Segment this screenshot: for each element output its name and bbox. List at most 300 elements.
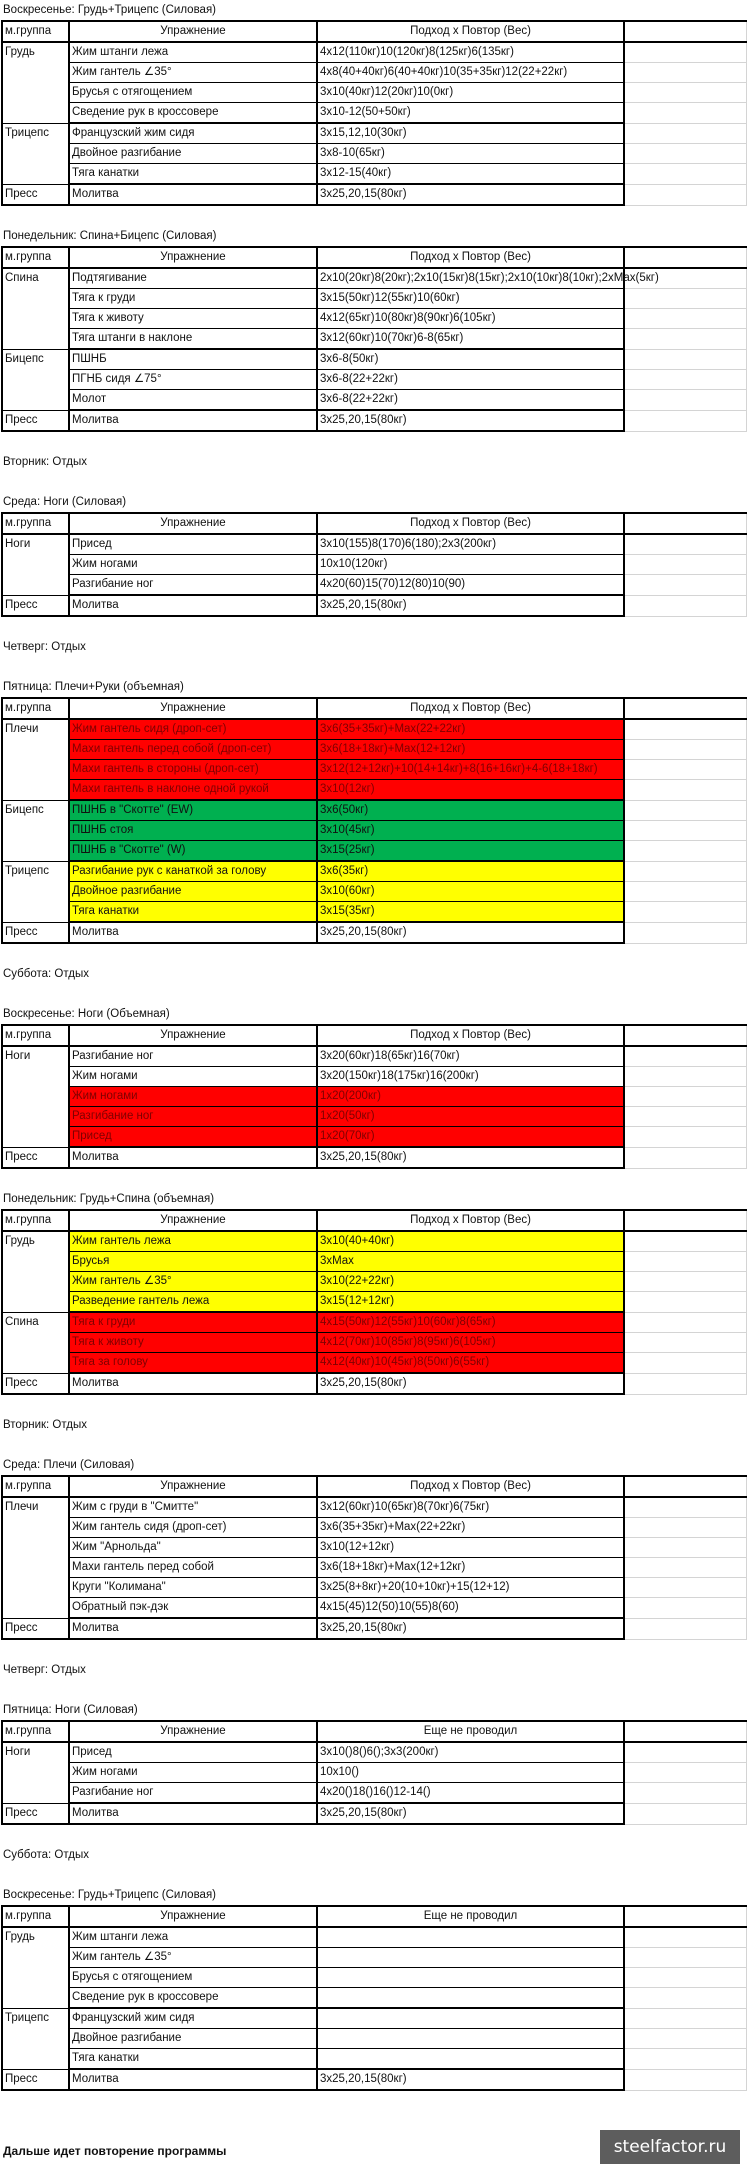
sets-reps: 3х15(25кг) — [317, 841, 624, 862]
empty-row — [0, 206, 740, 226]
table-row — [2, 164, 747, 185]
empty-cell — [624, 63, 747, 83]
empty-cell — [624, 1147, 747, 1168]
empty-cell — [624, 780, 747, 801]
empty-cell — [624, 882, 747, 902]
table-row — [2, 841, 747, 862]
table-row — [2, 1312, 747, 1333]
table-row — [2, 103, 747, 124]
exercise-name: Сведение рук в кроссовере — [69, 1988, 317, 2009]
empty-cell — [624, 902, 747, 923]
exercise-name: Жим гантель ∠35° — [69, 63, 317, 83]
workout-table — [1, 697, 747, 944]
exercise-name: Жим ногами — [69, 555, 317, 575]
table-row — [2, 2029, 747, 2049]
empty-cell — [624, 595, 747, 616]
sets-reps: 3х10(40+40кг) — [317, 1231, 624, 1252]
exercise-name: Молитва — [69, 1373, 317, 1394]
sets-reps: 1х20(70кг) — [317, 1127, 624, 1148]
empty-cell — [624, 1763, 747, 1783]
empty-cell — [624, 1476, 747, 1497]
sets-reps: 10х10(120кг) — [317, 555, 624, 575]
table-row — [2, 740, 747, 760]
table-row — [2, 1373, 747, 1394]
empty-cell — [624, 1988, 747, 2009]
empty-cell — [624, 1373, 747, 1394]
empty-row — [0, 1169, 740, 1189]
empty-cell — [624, 698, 747, 719]
table-row — [2, 390, 747, 411]
exercise-name: Разгибание ног — [69, 1783, 317, 1804]
table-row — [2, 719, 747, 740]
sets-reps: 3х10(12кг) — [317, 780, 624, 801]
table-row — [2, 410, 747, 431]
table-row — [2, 1763, 747, 1783]
table-row — [2, 1046, 747, 1067]
exercise-name: Присед — [69, 534, 317, 555]
sets-reps: 3х15(12+12кг) — [317, 1292, 624, 1313]
sets-reps — [317, 2008, 624, 2029]
sets-reps: 3х25,20,15(80кг) — [317, 410, 624, 431]
empty-cell — [624, 1948, 747, 1968]
empty-cell — [624, 1292, 747, 1313]
sets-reps: 3х10()8()6();3х3(200кг) — [317, 1742, 624, 1763]
exercise-name: Жим ногами — [69, 1763, 317, 1783]
workout-title-text: Понедельник: Спина+Бицепс (Силовая) — [3, 230, 217, 242]
workout-title — [0, 1455, 740, 1475]
rest-day-note-text: Четверг: Отдых — [3, 641, 86, 653]
empty-cell — [624, 1231, 747, 1252]
sets-reps: 3х10(45кг) — [317, 821, 624, 841]
table-row — [2, 1618, 747, 1639]
exercise-name: Тяга к животу — [69, 309, 317, 329]
workout-title-text: Понедельник: Грудь+Спина (объемная) — [3, 1193, 215, 1205]
rest-day-note-text: Суббота: Отдых — [3, 1849, 89, 1861]
header-sets: Подход х Повтор (Вес) — [317, 1476, 624, 1497]
muscle-group: Трицепс — [2, 861, 69, 922]
sets-reps: 3х25,20,15(80кг) — [317, 184, 624, 205]
exercise-name: Жим штанги лежа — [69, 1927, 317, 1948]
exercise-name: Молитва — [69, 1147, 317, 1168]
table-row — [2, 1272, 747, 1292]
table-row — [2, 42, 747, 63]
empty-cell — [624, 1783, 747, 1804]
header-exercise: Упражнение — [69, 1721, 317, 1742]
table-header — [2, 1025, 747, 1046]
empty-cell — [624, 1497, 747, 1518]
table-row — [2, 1803, 747, 1824]
empty-row — [0, 1825, 740, 1845]
empty-cell — [624, 760, 747, 780]
exercise-name: Тяга к животу — [69, 1333, 317, 1353]
empty-cell — [624, 719, 747, 740]
muscle-group: Трицепс — [2, 123, 69, 184]
empty-cell — [624, 2049, 747, 2070]
header-sets: Подход х Повтор (Вес) — [317, 1210, 624, 1231]
muscle-group: Плечи — [2, 719, 69, 800]
empty-cell — [624, 821, 747, 841]
exercise-name: Разгибание ног — [69, 1107, 317, 1127]
workout-table — [1, 246, 747, 432]
table-header — [2, 1476, 747, 1497]
table-row — [2, 349, 747, 370]
empty-cell — [624, 555, 747, 575]
table-row — [2, 1147, 747, 1168]
sets-reps: 3х12(60кг)10(70кг)6-8(65кг) — [317, 329, 624, 350]
header-exercise: Упражнение — [69, 698, 317, 719]
exercise-name: Тяга к груди — [69, 1312, 317, 1333]
muscle-group: Пресс — [2, 2069, 69, 2090]
empty-cell — [624, 1742, 747, 1763]
muscle-group: Плечи — [2, 1497, 69, 1618]
empty-cell — [624, 1127, 747, 1148]
exercise-name: Жим с груди в "Смитте" — [69, 1497, 317, 1518]
header-sets: Подход х Повтор (Вес) — [317, 1025, 624, 1046]
sets-reps: 3х6(35кг) — [317, 861, 624, 882]
workout-title-text: Среда: Ноги (Силовая) — [3, 496, 127, 508]
exercise-name: Жим гантель ∠35° — [69, 1272, 317, 1292]
table-row — [2, 1127, 747, 1148]
watermark: steelfactor.ru — [600, 2130, 740, 2164]
sets-reps: 3х25,20,15(80кг) — [317, 595, 624, 616]
muscle-group: Пресс — [2, 410, 69, 431]
exercise-name: ПГНБ сидя ∠75° — [69, 370, 317, 390]
table-row — [2, 780, 747, 801]
sets-reps: 3х6(18+18кг)+Max(12+12кг) — [317, 740, 624, 760]
exercise-name: ПШНБ стоя — [69, 821, 317, 841]
header-exercise: Упражнение — [69, 247, 317, 268]
empty-cell — [624, 1803, 747, 1824]
empty-row — [0, 1865, 740, 1885]
empty-cell — [624, 800, 747, 821]
sets-reps: 3х8-10(65кг) — [317, 144, 624, 164]
empty-cell — [624, 1927, 747, 1948]
workout-title — [0, 226, 740, 246]
header-sets: Подход х Повтор (Вес) — [317, 21, 624, 42]
table-row — [2, 1087, 747, 1107]
exercise-name: Жим гантель сидя (дроп-сет) — [69, 719, 317, 740]
sets-reps: 3х25,20,15(80кг) — [317, 2069, 624, 2090]
empty-cell — [624, 575, 747, 596]
empty-cell — [624, 1087, 747, 1107]
table-row — [2, 1948, 747, 1968]
empty-cell — [624, 2029, 747, 2049]
empty-cell — [624, 1721, 747, 1742]
exercise-name: Махи гантель в наклоне одной рукой — [69, 780, 317, 801]
rest-day-note — [0, 964, 740, 984]
empty-row — [0, 657, 740, 677]
table-row — [2, 1578, 747, 1598]
rest-day-note-text: Суббота: Отдых — [3, 968, 89, 980]
sets-reps: 10х10() — [317, 1763, 624, 1783]
empty-cell — [624, 740, 747, 760]
workout-title-text: Пятница: Плечи+Руки (объемная) — [3, 681, 184, 693]
empty-cell — [624, 309, 747, 329]
exercise-name: Сведение рук в кроссовере — [69, 103, 317, 124]
empty-cell — [624, 1518, 747, 1538]
table-row — [2, 1231, 747, 1252]
muscle-group: Бицепс — [2, 800, 69, 861]
sets-reps: 3х10(40кг)12(20кг)10(0кг) — [317, 83, 624, 103]
table-row — [2, 1107, 747, 1127]
sets-reps — [317, 2049, 624, 2070]
sets-reps — [317, 1968, 624, 1988]
sets-reps: 3х10(22+22кг) — [317, 1272, 624, 1292]
empty-cell — [624, 390, 747, 411]
exercise-name: Махи гантель в стороны (дроп-сет) — [69, 760, 317, 780]
empty-cell — [624, 1272, 747, 1292]
empty-cell — [624, 83, 747, 103]
header-exercise: Упражнение — [69, 513, 317, 534]
empty-cell — [624, 1353, 747, 1374]
empty-cell — [624, 534, 747, 555]
muscle-group: Спина — [2, 268, 69, 349]
sets-reps: 3х25(8+8кг)+20(10+10кг)+15(12+12) — [317, 1578, 624, 1598]
header-exercise: Упражнение — [69, 21, 317, 42]
sets-reps: 3х10(60кг) — [317, 882, 624, 902]
header-group: м.группа — [2, 1721, 69, 1742]
empty-cell — [624, 1968, 747, 1988]
header-sets: Подход х Повтор (Вес) — [317, 698, 624, 719]
exercise-name: Жим гантель сидя (дроп-сет) — [69, 1518, 317, 1538]
exercise-name: Тяга канатки — [69, 902, 317, 923]
exercise-name: Молитва — [69, 595, 317, 616]
table-row — [2, 534, 747, 555]
table-row — [2, 922, 747, 943]
exercise-name: ПШНБ в "Скотте" (W) — [69, 841, 317, 862]
exercise-name: Двойное разгибание — [69, 2029, 317, 2049]
empty-cell — [624, 1598, 747, 1619]
header-sets: Подход х Повтор (Вес) — [317, 513, 624, 534]
empty-cell — [624, 1578, 747, 1598]
table-row — [2, 1783, 747, 1804]
empty-cell — [624, 1107, 747, 1127]
table-row — [2, 575, 747, 596]
exercise-name: Круги "Колимана" — [69, 1578, 317, 1598]
sets-reps: 4х20(60)15(70)12(80)10(90) — [317, 575, 624, 596]
table-row — [2, 1988, 747, 2009]
table-row — [2, 555, 747, 575]
table-row — [2, 2049, 747, 2070]
workout-table — [1, 1024, 747, 1169]
empty-row — [0, 432, 740, 452]
sets-reps: 3х25,20,15(80кг) — [317, 1618, 624, 1639]
muscle-group: Бицепс — [2, 349, 69, 410]
exercise-name: Двойное разгибание — [69, 144, 317, 164]
exercise-name: Брусья — [69, 1252, 317, 1272]
muscle-group: Грудь — [2, 42, 69, 123]
muscle-group: Грудь — [2, 1927, 69, 2008]
table-row — [2, 144, 747, 164]
exercise-name: Обратный пэк-дэк — [69, 1598, 317, 1619]
exercise-name: Тяга канатки — [69, 164, 317, 185]
table-row — [2, 821, 747, 841]
sets-reps: 3х10(155)8(170)6(180);2х3(200кг) — [317, 534, 624, 555]
header-group: м.группа — [2, 1210, 69, 1231]
table-row — [2, 882, 747, 902]
empty-cell — [624, 184, 747, 205]
muscle-group: Ноги — [2, 1046, 69, 1147]
empty-cell — [624, 922, 747, 943]
table-header — [2, 1721, 747, 1742]
header-group: м.группа — [2, 21, 69, 42]
exercise-name: Брусья с отягощением — [69, 83, 317, 103]
table-row — [2, 1538, 747, 1558]
table-header — [2, 247, 747, 268]
table-row — [2, 1067, 747, 1087]
empty-row — [0, 2091, 740, 2111]
exercise-name: Разгибание ног — [69, 1046, 317, 1067]
workout-title — [0, 677, 740, 697]
table-row — [2, 2008, 747, 2029]
workout-table — [1, 512, 747, 617]
header-exercise: Упражнение — [69, 1906, 317, 1927]
exercise-name: Брусья с отягощением — [69, 1968, 317, 1988]
workout-title-text: Среда: Плечи (Силовая) — [3, 1459, 135, 1471]
sets-reps: 3х15,12,10(30кг) — [317, 123, 624, 144]
sets-reps: 3х20(60кг)18(65кг)16(70кг) — [317, 1046, 624, 1067]
exercise-name: Молот — [69, 390, 317, 411]
exercise-name: Молитва — [69, 922, 317, 943]
sets-reps: 2х10(20кг)8(20кг);2х10(15кг)8(15кг);2х10(10кг)8(10кг);2хMax(5кг) — [317, 268, 624, 289]
exercise-name: Присед — [69, 1127, 317, 1148]
header-group: м.группа — [2, 513, 69, 534]
exercise-name: Французский жим сидя — [69, 2008, 317, 2029]
empty-row — [0, 472, 740, 492]
table-row — [2, 63, 747, 83]
exercise-name: Тяга канатки — [69, 2049, 317, 2070]
empty-cell — [624, 349, 747, 370]
empty-cell — [624, 1558, 747, 1578]
sets-reps: 1х20(200кг) — [317, 1087, 624, 1107]
rest-day-note-text: Вторник: Отдых — [3, 456, 87, 468]
empty-cell — [624, 1906, 747, 1927]
muscle-group: Пресс — [2, 922, 69, 943]
empty-row — [0, 984, 740, 1004]
sets-reps: 3хMax — [317, 1252, 624, 1272]
empty-cell — [624, 1210, 747, 1231]
sets-reps — [317, 1948, 624, 1968]
empty-row — [0, 1640, 740, 1660]
workout-title — [0, 0, 740, 20]
sets-reps: 3х6-8(50кг) — [317, 349, 624, 370]
table-row — [2, 123, 747, 144]
workout-table — [1, 20, 747, 206]
empty-cell — [624, 1538, 747, 1558]
exercise-name: Разведение гантель лежа — [69, 1292, 317, 1313]
exercise-name: Разгибание ног — [69, 575, 317, 596]
sets-reps: 4х15(45)12(50)10(55)8(60) — [317, 1598, 624, 1619]
table-row — [2, 83, 747, 103]
exercise-name: Двойное разгибание — [69, 882, 317, 902]
sets-reps: 3х25,20,15(80кг) — [317, 1803, 624, 1824]
table-row — [2, 1333, 747, 1353]
empty-cell — [624, 144, 747, 164]
empty-cell — [624, 164, 747, 185]
header-sets: Подход х Повтор (Вес) — [317, 247, 624, 268]
exercise-name: Молитва — [69, 184, 317, 205]
empty-cell — [624, 329, 747, 350]
sets-reps: 3х15(35кг) — [317, 902, 624, 923]
table-row — [2, 289, 747, 309]
table-row — [2, 1927, 747, 1948]
table-row — [2, 268, 747, 289]
rest-day-note — [0, 1845, 740, 1865]
table-row — [2, 1252, 747, 1272]
empty-cell — [624, 289, 747, 309]
empty-cell — [624, 1252, 747, 1272]
empty-cell — [624, 2069, 747, 2090]
workout-title-text: Воскресенье: Ноги (Объемная) — [3, 1008, 170, 1020]
exercise-name: Жим штанги лежа — [69, 42, 317, 63]
header-exercise: Упражнение — [69, 1476, 317, 1497]
exercise-name: Подтягивание — [69, 268, 317, 289]
empty-cell — [624, 410, 747, 431]
table-header — [2, 21, 747, 42]
muscle-group: Пресс — [2, 1803, 69, 1824]
muscle-group: Пресс — [2, 1618, 69, 1639]
empty-cell — [624, 841, 747, 862]
workout-title — [0, 1885, 740, 1905]
exercise-name: Молитва — [69, 1618, 317, 1639]
empty-cell — [624, 1046, 747, 1067]
table-row — [2, 760, 747, 780]
table-row — [2, 1598, 747, 1619]
empty-cell — [624, 1025, 747, 1046]
muscle-group: Спина — [2, 1312, 69, 1373]
muscle-group: Пресс — [2, 184, 69, 205]
table-row — [2, 1353, 747, 1374]
sets-reps — [317, 2029, 624, 2049]
sets-reps: 4х12(110кг)10(120кг)8(125кг)6(135кг) — [317, 42, 624, 63]
table-row — [2, 309, 747, 329]
table-row — [2, 595, 747, 616]
empty-cell — [624, 247, 747, 268]
empty-cell — [624, 21, 747, 42]
table-row — [2, 2069, 747, 2090]
empty-cell — [624, 513, 747, 534]
workout-title — [0, 492, 740, 512]
empty-row — [0, 1435, 740, 1455]
workout-title-text: Воскресенье: Грудь+Трицепс (Силовая) — [3, 1889, 216, 1901]
rest-day-note — [0, 1415, 740, 1435]
sets-reps: 3х12(60кг)10(65кг)8(70кг)6(75кг) — [317, 1497, 624, 1518]
empty-cell — [624, 1067, 747, 1087]
exercise-name: Молитва — [69, 2069, 317, 2090]
empty-cell — [624, 123, 747, 144]
exercise-name: Молитва — [69, 410, 317, 431]
exercise-name: ПШНБ — [69, 349, 317, 370]
sets-reps — [317, 1988, 624, 2009]
table-row — [2, 329, 747, 350]
sets-reps: 3х6-8(22+22кг) — [317, 370, 624, 390]
exercise-name: Жим "Арнольда" — [69, 1538, 317, 1558]
exercise-name: Жим гантель ∠35° — [69, 1948, 317, 1968]
sets-reps: 3х15(50кг)12(55кг)10(60кг) — [317, 289, 624, 309]
sets-reps: 3х25,20,15(80кг) — [317, 1147, 624, 1168]
table-row — [2, 370, 747, 390]
empty-cell — [624, 103, 747, 124]
table-row — [2, 1968, 747, 1988]
exercise-name: Тяга штанги в наклоне — [69, 329, 317, 350]
muscle-group: Трицепс — [2, 2008, 69, 2069]
table-header — [2, 1210, 747, 1231]
sets-reps: 4х20()18()16()12-14() — [317, 1783, 624, 1804]
muscle-group: Пресс — [2, 1373, 69, 1394]
sets-reps: 3х12-15(40кг) — [317, 164, 624, 185]
exercise-name: Жим ногами — [69, 1087, 317, 1107]
sets-reps: 4х15(50кг)12(55кг)10(60кг)8(65кг) — [317, 1312, 624, 1333]
